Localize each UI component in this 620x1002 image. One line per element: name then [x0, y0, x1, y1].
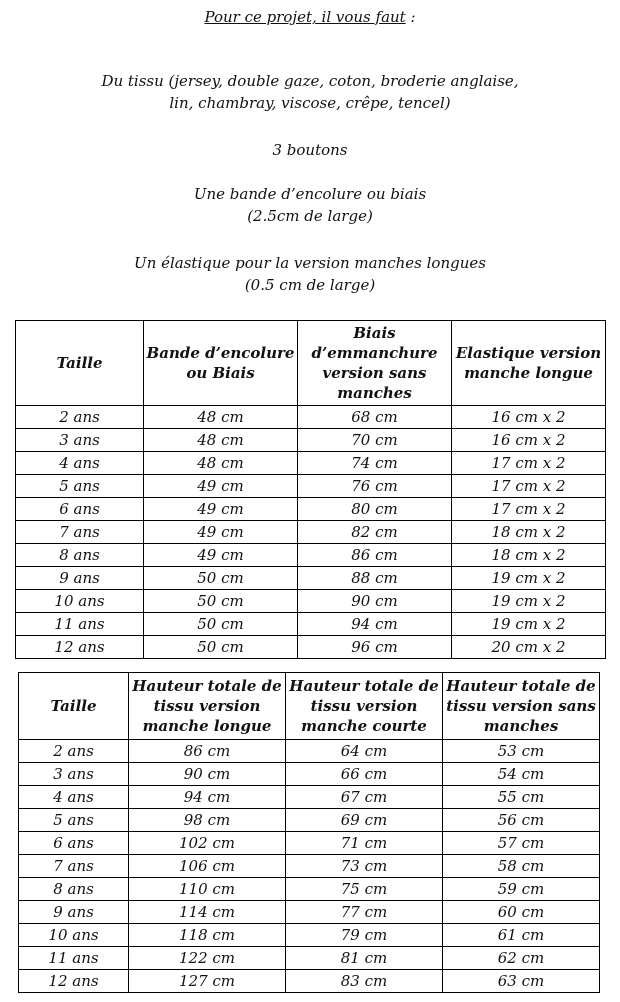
table-cell: 49 cm [144, 521, 298, 544]
table-cell: 68 cm [298, 406, 452, 429]
table-cell: 3 ans [16, 429, 144, 452]
table-cell: 82 cm [298, 521, 452, 544]
table-cell: 17 cm x 2 [452, 452, 606, 475]
table-cell: 6 ans [19, 832, 129, 855]
table-row [19, 809, 600, 832]
column-header: Hauteur totale de tissu version manche longue [129, 673, 286, 740]
column-header: Hauteur totale de tissu version manche courte [286, 673, 443, 740]
table-cell: 3 ans [19, 763, 129, 786]
table-cell: 18 cm x 2 [452, 521, 606, 544]
table-cell: 94 cm [129, 786, 286, 809]
column-header: Elastique version manche longue [452, 321, 606, 406]
neckband-requirement [0, 183, 620, 227]
table-cell: 2 ans [19, 740, 129, 763]
table-cell: 62 cm [443, 947, 600, 970]
table-row [16, 406, 606, 429]
table-cell: 5 ans [16, 475, 144, 498]
table-cell: 5 ans [19, 809, 129, 832]
table-cell: 66 cm [286, 763, 443, 786]
table-cell: 60 cm [443, 901, 600, 924]
table-cell: 90 cm [298, 590, 452, 613]
table-cell: 57 cm [443, 832, 600, 855]
table-cell: 48 cm [144, 406, 298, 429]
table-row [16, 498, 606, 521]
table-row [19, 901, 600, 924]
table-cell: 49 cm [144, 475, 298, 498]
table-cell: 16 cm x 2 [452, 406, 606, 429]
table-cell: 75 cm [286, 878, 443, 901]
table-row [19, 763, 600, 786]
fabric-requirement [0, 70, 620, 114]
table-cell: 17 cm x 2 [452, 498, 606, 521]
table-cell: 79 cm [286, 924, 443, 947]
table-cell: 4 ans [16, 452, 144, 475]
table-cell: 19 cm x 2 [452, 567, 606, 590]
table-cell: 118 cm [129, 924, 286, 947]
fabric-line-2: lin, chambray, viscose, crêpe, tencel) [169, 94, 451, 112]
table-cell: 98 cm [129, 809, 286, 832]
table-cell: 70 cm [298, 429, 452, 452]
table-cell: 50 cm [144, 590, 298, 613]
column-header: Taille [19, 673, 129, 740]
table-row [19, 740, 600, 763]
table-row [16, 521, 606, 544]
table-cell: 80 cm [298, 498, 452, 521]
table-row [19, 832, 600, 855]
table-cell: 58 cm [443, 855, 600, 878]
table-cell: 9 ans [16, 567, 144, 590]
elastic-requirement [0, 252, 620, 296]
table-cell: 81 cm [286, 947, 443, 970]
table-cell: 69 cm [286, 809, 443, 832]
table-cell: 106 cm [129, 855, 286, 878]
table-header-row [16, 321, 606, 406]
table-row [16, 567, 606, 590]
table-cell: 74 cm [298, 452, 452, 475]
table-cell: 83 cm [286, 970, 443, 993]
table-cell: 127 cm [129, 970, 286, 993]
fabric-line-1: Du tissu (jersey, double gaze, coton, broderie anglaise, [101, 72, 519, 90]
table-cell: 49 cm [144, 498, 298, 521]
table-cell: 7 ans [16, 521, 144, 544]
table-cell: 9 ans [19, 901, 129, 924]
table-cell: 18 cm x 2 [452, 544, 606, 567]
page-heading [0, 8, 620, 26]
table-cell: 54 cm [443, 763, 600, 786]
table-cell: 50 cm [144, 613, 298, 636]
table-cell: 67 cm [286, 786, 443, 809]
table-cell: 71 cm [286, 832, 443, 855]
table-row [16, 452, 606, 475]
table-cell: 86 cm [298, 544, 452, 567]
table-cell: 19 cm x 2 [452, 590, 606, 613]
elastic-line-2: (0.5 cm de large) [244, 276, 376, 294]
table-cell: 16 cm x 2 [452, 429, 606, 452]
table-cell: 114 cm [129, 901, 286, 924]
buttons-requirement: 3 boutons [272, 141, 348, 159]
table-cell: 59 cm [443, 878, 600, 901]
table-row [19, 924, 600, 947]
table-cell: 6 ans [16, 498, 144, 521]
table-cell: 96 cm [298, 636, 452, 659]
heading-text: Pour ce projet, il vous faut [204, 8, 406, 26]
fabric-height-table [18, 672, 600, 993]
heading-suffix: : [405, 8, 416, 26]
table-cell: 55 cm [443, 786, 600, 809]
table-cell: 48 cm [144, 452, 298, 475]
table-row [19, 786, 600, 809]
table-cell: 49 cm [144, 544, 298, 567]
table-row [16, 613, 606, 636]
table-cell: 53 cm [443, 740, 600, 763]
binding-elastic-table [15, 320, 606, 659]
table-row [19, 947, 600, 970]
table-cell: 11 ans [19, 947, 129, 970]
table-header-row [19, 673, 600, 740]
table-cell: 7 ans [19, 855, 129, 878]
table-cell: 110 cm [129, 878, 286, 901]
table-cell: 20 cm x 2 [452, 636, 606, 659]
table-row [16, 590, 606, 613]
table-cell: 50 cm [144, 567, 298, 590]
table-cell: 2 ans [16, 406, 144, 429]
table-cell: 8 ans [16, 544, 144, 567]
table-cell: 50 cm [144, 636, 298, 659]
table-row [16, 475, 606, 498]
table-cell: 73 cm [286, 855, 443, 878]
table-cell: 88 cm [298, 567, 452, 590]
table-cell: 64 cm [286, 740, 443, 763]
table-cell: 17 cm x 2 [452, 475, 606, 498]
table-cell: 63 cm [443, 970, 600, 993]
table-cell: 56 cm [443, 809, 600, 832]
table-cell: 4 ans [19, 786, 129, 809]
table-cell: 77 cm [286, 901, 443, 924]
table-cell: 122 cm [129, 947, 286, 970]
table-row [19, 878, 600, 901]
column-header: Biais d’emmanchure version sans manches [298, 321, 452, 406]
elastic-line-1: Un élastique pour la version manches longues [134, 254, 486, 272]
table-cell: 94 cm [298, 613, 452, 636]
table-cell: 12 ans [19, 970, 129, 993]
table-cell: 11 ans [16, 613, 144, 636]
table-cell: 48 cm [144, 429, 298, 452]
table-cell: 10 ans [19, 924, 129, 947]
table-cell: 8 ans [19, 878, 129, 901]
table-row [16, 636, 606, 659]
table-row [16, 429, 606, 452]
neckband-line-2: (2.5cm de large) [247, 207, 373, 225]
table-cell: 19 cm x 2 [452, 613, 606, 636]
table-cell: 86 cm [129, 740, 286, 763]
table-row [19, 970, 600, 993]
table-cell: 90 cm [129, 763, 286, 786]
table-cell: 76 cm [298, 475, 452, 498]
column-header: Bande d’encolure ou Biais [144, 321, 298, 406]
table-cell: 12 ans [16, 636, 144, 659]
table-cell: 10 ans [16, 590, 144, 613]
column-header: Taille [16, 321, 144, 406]
table-cell: 102 cm [129, 832, 286, 855]
column-header: Hauteur totale de tissu version sans manches [443, 673, 600, 740]
table-row [19, 855, 600, 878]
table-row [16, 544, 606, 567]
table-cell: 61 cm [443, 924, 600, 947]
neckband-line-1: Une bande d’encolure ou biais [193, 185, 427, 203]
